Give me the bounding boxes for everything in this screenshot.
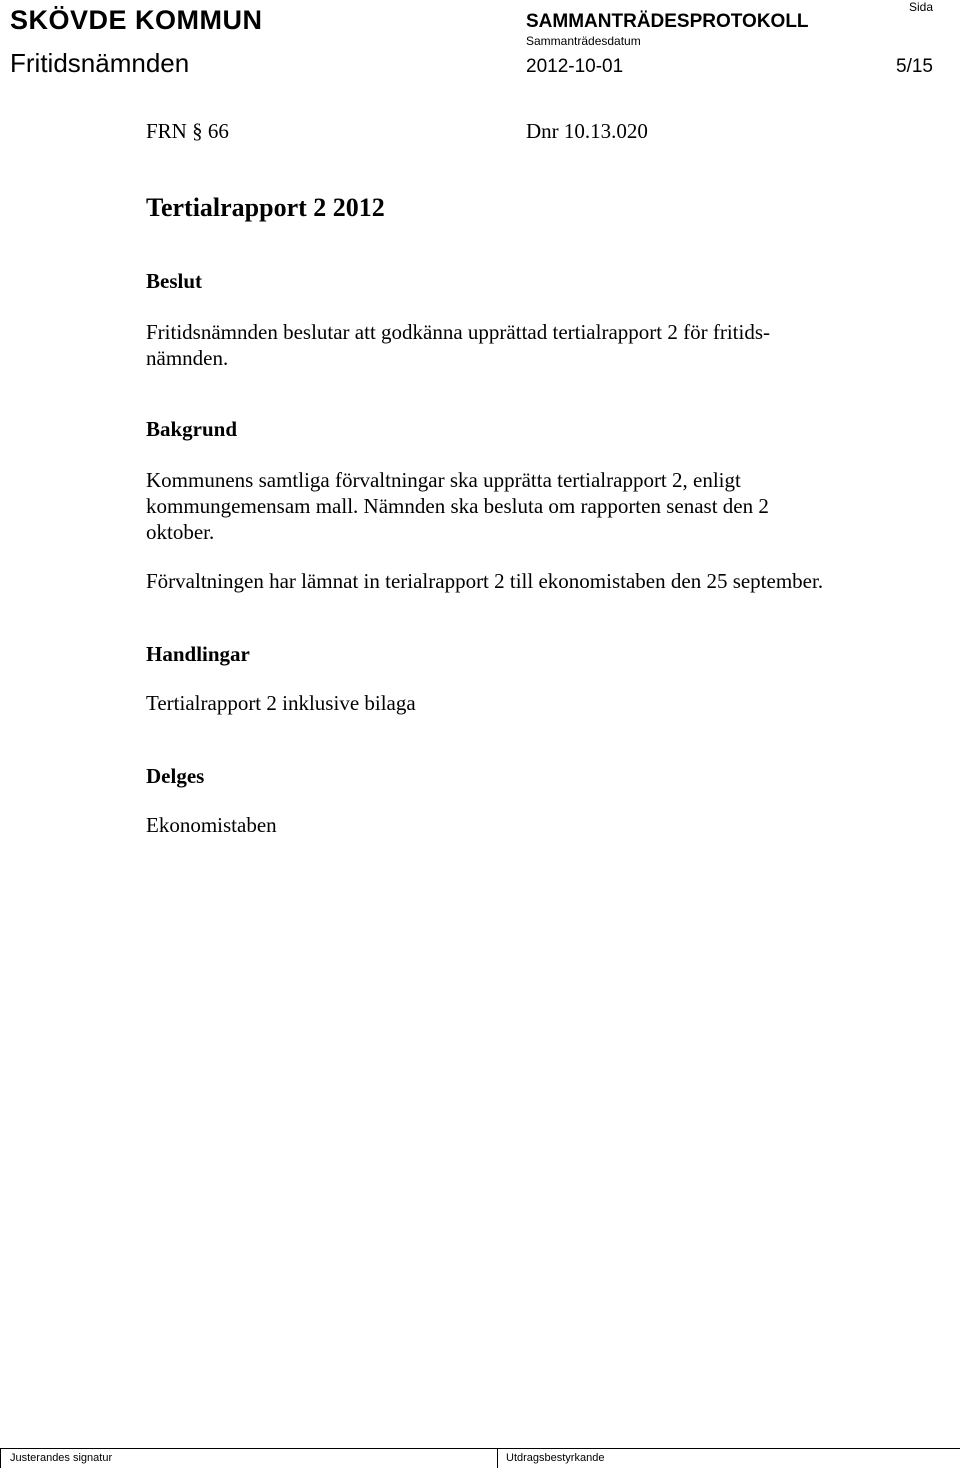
page-label: Sida (908, 0, 933, 14)
case-reference (146, 118, 916, 144)
section-text-beslut: Fritidsnämnden beslutar att godkänna upprättad tertialrapport 2 för fritids-nämnden. (146, 320, 770, 370)
signature-label: Justerandes signatur (10, 1452, 113, 1464)
section-heading-bakgrund: Bakgrund (146, 417, 238, 441)
section-heading-handlingar: Handlingar (146, 642, 250, 666)
page-number: 5/15 (896, 56, 933, 77)
section-heading-beslut: Beslut (146, 269, 203, 293)
case-paragraph: FRN § 66 (146, 119, 229, 143)
section-text-handlingar: Tertialrapport 2 inklusive bilaga (146, 691, 416, 715)
protocol-title: SAMMANTRÄDESPROTOKOLL (526, 11, 809, 32)
footer-box-edge (0, 1449, 1, 1468)
section-text-bakgrund-2: Förvaltningen har lämnat in terialrapport 2 till ekonomistaben den 25 september. (146, 569, 824, 593)
section-text-bakgrund-1: Kommunens samtliga förvaltningar ska upprätta tertialrapport 2, enligt kommungemensam mall. Nämnden ska besluta om rapporten senast den 2 oktober. (146, 468, 769, 544)
board-name: Fritidsnämnden (10, 48, 190, 78)
extract-certification-label: Utdragsbestyrkande (506, 1452, 605, 1464)
meeting-date: 2012-10-01 (526, 56, 624, 77)
case-title: Tertialrapport 2 2012 (146, 193, 385, 222)
section-text-delges: Ekonomistaben (146, 813, 277, 837)
footer-box-edge (497, 1449, 498, 1468)
case-dnr: Dnr 10.13.020 (526, 119, 648, 143)
footer-divider (0, 1448, 960, 1449)
meeting-date-label: Sammanträdesdatum (526, 34, 641, 48)
municipality-logo: SKÖVDE KOMMUN (10, 5, 263, 35)
section-heading-delges: Delges (146, 764, 205, 788)
